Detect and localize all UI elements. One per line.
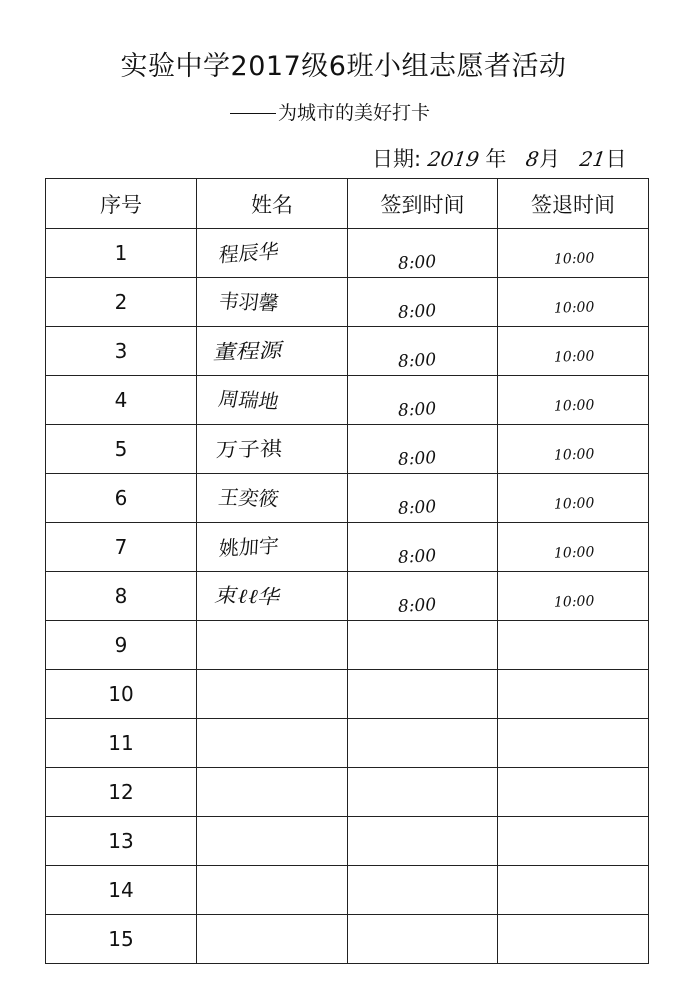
subtitle-dash	[230, 113, 276, 114]
handwritten-signature: 程辰华	[217, 238, 281, 268]
name-cell	[197, 768, 348, 817]
name-cell	[197, 376, 348, 425]
handwritten-signature: 姚加宇	[218, 533, 280, 561]
handwritten-signature: 周瑞地	[216, 386, 281, 414]
row-number: 13	[46, 817, 197, 866]
handwritten-sign-in-time: 8:00	[397, 399, 437, 421]
handwritten-sign-in-time: 8:00	[397, 448, 437, 470]
date-month-unit: 月	[539, 147, 561, 171]
table-row	[46, 670, 649, 719]
table-row	[46, 621, 649, 670]
name-cell	[197, 229, 348, 278]
sign-out-time-cell	[498, 817, 649, 866]
sign-in-time-cell	[348, 474, 498, 523]
sign-out-time-cell	[498, 719, 649, 768]
row-number: 2	[46, 278, 197, 327]
table-row	[46, 768, 649, 817]
table-row	[46, 523, 649, 572]
table-row	[46, 817, 649, 866]
name-cell	[197, 817, 348, 866]
name-cell	[197, 327, 348, 376]
sign-in-time-cell	[348, 278, 498, 327]
column-header-sign-out-time: 签退时间	[498, 179, 649, 229]
row-number: 15	[46, 915, 197, 964]
date-year-handwritten: 2019	[426, 147, 481, 171]
table-row	[46, 278, 649, 327]
table-row	[46, 866, 649, 915]
sign-in-time-cell	[348, 866, 498, 915]
row-number: 4	[46, 376, 197, 425]
row-number: 14	[46, 866, 197, 915]
sign-in-time-cell	[348, 768, 498, 817]
date-line	[372, 143, 627, 173]
name-cell	[197, 425, 348, 474]
row-number: 11	[46, 719, 197, 768]
sign-in-time-cell	[348, 523, 498, 572]
sign-out-time-cell	[498, 523, 649, 572]
handwritten-sign-in-time: 8:00	[397, 546, 437, 568]
handwritten-signature: 董程源	[211, 337, 286, 365]
sign-in-time-cell	[348, 229, 498, 278]
handwritten-sign-in-time: 8:00	[397, 301, 437, 323]
row-number: 1	[46, 229, 197, 278]
sign-in-time-cell	[348, 327, 498, 376]
sign-in-time-cell	[348, 621, 498, 670]
handwritten-sign-out-time: 10:00	[553, 593, 595, 611]
handwritten-sign-out-time: 10:00	[553, 348, 595, 366]
row-number: 6	[46, 474, 197, 523]
column-header-name: 姓名	[197, 179, 348, 229]
table-row	[46, 572, 649, 621]
sign-out-time-cell	[498, 376, 649, 425]
table-row	[46, 376, 649, 425]
name-cell	[197, 474, 348, 523]
column-header-number: 序号	[46, 179, 197, 229]
sign-out-time-cell	[498, 670, 649, 719]
sign-out-time-cell	[498, 621, 649, 670]
table-row	[46, 425, 649, 474]
sign-out-time-cell	[498, 327, 649, 376]
sign-out-time-cell	[498, 278, 649, 327]
table-row	[46, 327, 649, 376]
table-header-row	[46, 179, 649, 229]
sign-in-time-cell	[348, 572, 498, 621]
handwritten-sign-out-time: 10:00	[553, 250, 595, 268]
handwritten-sign-in-time: 8:00	[397, 497, 437, 519]
row-number: 5	[46, 425, 197, 474]
sign-out-time-cell	[498, 572, 649, 621]
name-cell	[197, 866, 348, 915]
name-cell	[197, 719, 348, 768]
table-row	[46, 474, 649, 523]
name-cell	[197, 915, 348, 964]
handwritten-sign-in-time: 8:00	[397, 252, 437, 274]
handwritten-sign-in-time: 8:00	[397, 595, 437, 617]
sign-in-time-cell	[348, 670, 498, 719]
handwritten-sign-out-time: 10:00	[553, 397, 595, 415]
date-month-handwritten: 8	[524, 147, 541, 171]
row-number: 8	[46, 572, 197, 621]
name-cell	[197, 278, 348, 327]
name-cell	[197, 523, 348, 572]
handwritten-sign-out-time: 10:00	[553, 495, 595, 513]
subtitle-text: 为城市的美好打卡	[278, 102, 431, 124]
handwritten-sign-out-time: 10:00	[553, 299, 595, 317]
sign-out-time-cell	[498, 915, 649, 964]
row-number: 10	[46, 670, 197, 719]
row-number: 12	[46, 768, 197, 817]
table-row	[46, 719, 649, 768]
sign-in-time-cell	[348, 425, 498, 474]
handwritten-sign-out-time: 10:00	[553, 446, 595, 464]
sign-in-time-cell	[348, 915, 498, 964]
sign-in-table	[45, 178, 649, 964]
handwritten-signature: 王奕筱	[216, 485, 281, 511]
sign-out-time-cell	[498, 229, 649, 278]
sign-out-time-cell	[498, 768, 649, 817]
sign-in-time-cell	[348, 376, 498, 425]
sign-out-time-cell	[498, 425, 649, 474]
sign-in-time-cell	[348, 719, 498, 768]
date-day-unit: 日	[605, 147, 627, 171]
table-row	[46, 229, 649, 278]
row-number: 9	[46, 621, 197, 670]
name-cell	[197, 572, 348, 621]
handwritten-signature: 韦羽馨	[217, 288, 281, 315]
name-cell	[197, 670, 348, 719]
date-label: 日期:	[372, 147, 422, 171]
table-row	[46, 915, 649, 964]
handwritten-signature: 束ℓℓ华	[212, 582, 284, 610]
handwritten-sign-out-time: 10:00	[553, 544, 595, 562]
handwritten-signature: 万子祺	[215, 436, 283, 462]
page-title: 实验中学2017级6班小组志愿者活动	[120, 51, 567, 82]
sign-out-time-cell	[498, 866, 649, 915]
date-year-unit: 年	[485, 147, 507, 171]
column-header-sign-in-time: 签到时间	[348, 179, 498, 229]
sign-in-time-cell	[348, 817, 498, 866]
handwritten-sign-in-time: 8:00	[397, 350, 437, 372]
page-subtitle	[230, 98, 430, 125]
sign-out-time-cell	[498, 474, 649, 523]
row-number: 7	[46, 523, 197, 572]
name-cell	[197, 621, 348, 670]
row-number: 3	[46, 327, 197, 376]
date-day-handwritten: 21	[578, 147, 608, 171]
